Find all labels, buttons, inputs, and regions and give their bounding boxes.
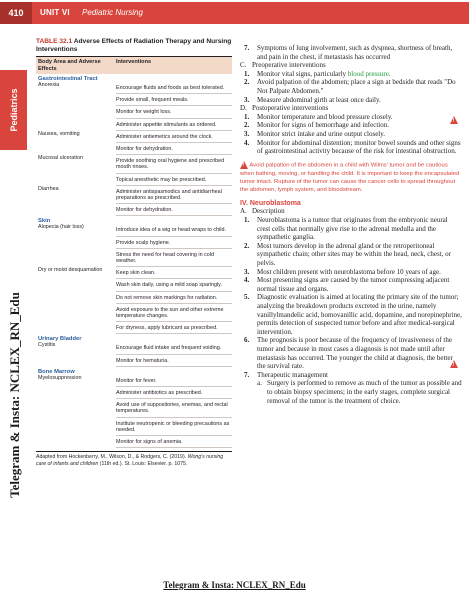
table: [36, 38, 232, 467]
list-item-text: Monitor strict intake and urine output closely.: [257, 129, 386, 138]
table-section-heading: Urinary Bladder: [38, 336, 82, 343]
table-cell-intervention: Monitor for hematuria.: [116, 355, 232, 367]
side-watermark-text: Telegram & Insta: NCLEX_RN_Edu: [7, 292, 22, 498]
list-item-text: The prognosis is poor because of the frequency of invasiveness of the tumor and because in most cases a diagnosis is not made until after metastasis has occurred. The younger the child at diagnosis, the better the survival rate.: [257, 336, 453, 371]
table-cell-intervention: Institute neutropenic or bleeding precautions as needed.: [116, 418, 232, 436]
table-cell-effect: [36, 292, 116, 304]
list-item: [240, 276, 462, 293]
sublist-item: [240, 379, 462, 405]
list-item-text-pre: Monitor vital signs, particularly: [257, 69, 348, 78]
source-part-c: (11th ed.). St. Louis: Elsevier. p. 1075.: [98, 460, 188, 467]
table-cell-effect: [36, 436, 116, 448]
list-item-text: Therapeutic management: [257, 370, 328, 379]
table-row: [36, 82, 232, 94]
list-item-text: [257, 70, 391, 79]
table-cell-intervention: Do not remove skin markings for radiation.: [116, 292, 232, 304]
list-item-text: Avoid palpation of the abdomen; place a sign at bedside that reads "Do Not Palpate Abdomen.": [257, 78, 456, 95]
table-cell-effect: Mucosal ulceration: [38, 155, 83, 162]
table-row: [36, 322, 232, 334]
list-item: [240, 293, 462, 336]
list-item: [240, 216, 462, 242]
table-cell-intervention: Monitor for signs of anemia.: [116, 436, 232, 448]
table-cell-effect: [36, 204, 116, 216]
table-cell-intervention: Monitor for fever.: [116, 375, 232, 387]
list-item-text: Monitor for abdominal distention; monitor bowel sounds and other signs of gastrointestinal activity because of the risk for intestinal obstruction.: [257, 138, 461, 156]
alert-text: Avoid palpation of the abdomen in a child with Wilms' tumor and be cautious when bathing, moving, or handling the child. It is important to keep the encapsulated tumor intact. Rupture of the tumor can cause the cancer cells to spread throughout the abdomen, lymph system, and bloodstream.: [240, 162, 460, 194]
table-row: [36, 119, 232, 131]
table-cell-intervention: Avoid exposure to the sun and other extreme temperature changes.: [116, 304, 232, 322]
page-number: 410: [0, 2, 32, 24]
table-cell-intervention: Avoid use of suppositories, enemas, and rectal temperatures.: [116, 399, 232, 417]
table-cell-intervention: Monitor for dehydration.: [116, 143, 232, 155]
table-row: [36, 279, 232, 291]
table-cell-effect: [36, 355, 116, 367]
table-cell-intervention: Administer antibiotics as prescribed.: [116, 387, 232, 399]
sublist-item-text: Surgery is performed to remove as much of the tumor as possible and to obtain biopsy specimens; in the early stages, complete surgical removal of the tumor is the treatment of choice.: [267, 379, 462, 405]
unit-label: UNIT VI: [40, 8, 70, 17]
section-iv-heading: [240, 200, 462, 207]
section-c-list: [240, 70, 462, 104]
table-title-text: Adverse Effects of Radiation Therapy and Nursing Interventions: [36, 38, 232, 53]
table-cell-effect: [36, 418, 116, 436]
list-item-text: Diagnostic evaluation is aimed at locating the primary site of the tumor; analyzing the breakdown products excreted in the urine, namely vanillylmandelic acid, homovanillic acid, dopamine, and norepinephrine, permits detection of suspected tumor before and after medical-surgical intervention.: [257, 293, 462, 336]
list-item-number: 3.: [244, 267, 250, 276]
table-cell-effect: Nausea, vomiting: [38, 130, 80, 137]
table-row: [36, 387, 232, 399]
section-a-heading: [240, 207, 462, 216]
table-cell-intervention: Administer appetite stimulants as ordered.: [116, 119, 232, 131]
table-cell-effect: Anorexia: [38, 82, 60, 88]
list-item-text: Symptoms of lung involvement, such as dyspnea, shortness of breath, and pain in the chest, if metastasis has occurred: [257, 44, 453, 61]
table-cell-intervention: Provide soothing oral hygiene and prescribed mouth rinses.: [116, 155, 232, 173]
section-d-label: Postoperative interventions: [252, 104, 329, 113]
table-cell-intervention: Administer antispasmodics and antidiarrheal preparations as prescribed.: [116, 186, 232, 204]
side-tab-label: Pediatrics: [8, 88, 19, 132]
table-row: [36, 267, 232, 279]
bottom-watermark: Telegram & Insta: NCLEX_RN_Edu: [163, 580, 306, 590]
list-item-number: 2.: [244, 121, 250, 130]
list-item-number: 7.: [244, 370, 250, 379]
list-item-number: 3.: [244, 129, 250, 138]
source-part-b: Wong's nursing care of infants and children: [36, 454, 224, 467]
table-row: [36, 355, 232, 367]
table-section-heading: Skin: [38, 218, 51, 225]
list-item-text: Monitor for signs of hemorrhage and infection.: [257, 121, 389, 130]
list-item-number: 1.: [244, 112, 250, 121]
list-item-text: Neuroblastoma is a tumor that originates from the embryonic neural crest cells that normally give rise to the adrenal medulla and the sympathetic ganglia.: [257, 216, 448, 242]
table-row: [36, 375, 232, 387]
list-item-text: Most presenting signs are caused by the tumor compressing adjacent normal tissue and organs.: [257, 276, 450, 293]
section-a-list: [240, 216, 462, 379]
list-item-number: 1.: [244, 216, 250, 225]
table-cell-effect: [36, 94, 116, 106]
table-cell-effect: Dry or moist desquamation: [38, 267, 103, 274]
table-cell-effect: Diarrhea: [38, 185, 59, 192]
table-cell-effect: [36, 249, 116, 267]
list-item: [240, 336, 462, 370]
table-cell-intervention: Monitor for weight loss.: [116, 106, 232, 118]
list-item: [240, 130, 462, 139]
list-item-text: Measure abdominal girth at least once daily.: [257, 95, 381, 104]
section-c-label: Preoperative interventions: [252, 61, 326, 70]
continued-list: [240, 44, 462, 61]
side-watermark: [3, 195, 27, 595]
table-row: [36, 94, 232, 106]
table-row: [36, 418, 232, 436]
table-cell-intervention: Wash skin daily, using a mild soap sparingly.: [116, 279, 232, 291]
table-row: [36, 237, 232, 249]
page-header: [0, 0, 469, 28]
table-row: [36, 174, 232, 186]
list-item: [240, 268, 462, 277]
table-section-heading: Gastrointestinal Tract: [38, 76, 98, 82]
table-section-heading: Bone Marrow: [38, 368, 75, 375]
side-tab: [0, 70, 27, 150]
table-cell-effect: Alopecia (hair loss): [38, 224, 84, 231]
table-cell-intervention: Provide scalp hygiene.: [116, 237, 232, 249]
table-cell-effect: [36, 143, 116, 155]
list-item: [240, 139, 462, 156]
table-row: [36, 204, 232, 216]
table-cell-effect: [36, 304, 116, 322]
section-d-list: [240, 113, 462, 156]
table-cell-intervention: Administer antiemetics around the clock.: [116, 131, 232, 143]
section-iv-label: Neuroblastoma: [249, 200, 301, 208]
table-cell-effect: Cystitis: [38, 342, 56, 349]
list-item-number: 4.: [244, 138, 250, 147]
list-item-number: 2.: [244, 78, 250, 87]
right-column: [240, 44, 462, 405]
table-cell-intervention: Encourage fluid intake and frequent voiding.: [116, 342, 232, 354]
table-cell-effect: [36, 106, 116, 118]
table-cell-effect: [36, 237, 116, 249]
source-part-a: Adapted from Hockenberry, M., Wilson, D., & Rodgers, C. (2019).: [36, 454, 188, 461]
table-cell-intervention: Encourage fluids and foods as best tolerated.: [116, 82, 232, 94]
section-d-heading: [240, 104, 462, 113]
warning-icon: [240, 161, 248, 169]
list-item: [240, 371, 462, 380]
list-item: [240, 70, 462, 79]
table-cell-intervention: Introduce idea of a wig or head wraps to child.: [116, 224, 232, 236]
table-col1-header: Body Area and Adverse Effects: [38, 59, 101, 72]
list-item-number: 3.: [244, 95, 250, 104]
table-row: [36, 224, 232, 236]
warning-icon: [450, 360, 458, 368]
list-item-number: 2.: [244, 241, 250, 250]
section-iv-numeral: IV.: [240, 200, 248, 208]
table-row: [36, 131, 232, 143]
table-row: [36, 249, 232, 267]
table-row: [36, 399, 232, 417]
table-cell-intervention: Keep skin clean.: [116, 267, 232, 279]
table-row: [36, 436, 232, 448]
list-item: [240, 78, 462, 95]
table-row: [36, 186, 232, 204]
warning-icon: [450, 116, 458, 124]
list-item: [240, 44, 462, 61]
list-item-text: Monitor temperature and blood pressure closely.: [257, 112, 393, 121]
table-cell-effect: [36, 399, 116, 417]
list-item: [240, 96, 462, 105]
table-number: TABLE 32.1: [36, 38, 73, 45]
table-cell-intervention: Stress the need for head covering in cold weather.: [116, 249, 232, 267]
table-cell-effect: [36, 279, 116, 291]
table-row: [36, 342, 232, 354]
table-cell-effect: [36, 387, 116, 399]
unit-subtitle: Pediatric Nursing: [82, 8, 143, 17]
table-source: [36, 451, 232, 467]
list-item-text: Most children present with neuroblastoma before 10 years of age.: [257, 267, 441, 276]
list-item-number: 7.: [244, 44, 250, 52]
section-c-heading: [240, 61, 462, 70]
table-cell-effect: [36, 322, 116, 334]
section-c-letter: C.: [240, 61, 247, 70]
table-row: [36, 292, 232, 304]
alert-box: [240, 161, 462, 195]
table-body: [36, 74, 232, 448]
section-a-sublist: [240, 379, 462, 405]
table-cell-effect: [36, 174, 116, 186]
table-col2-header: Interventions: [116, 59, 152, 65]
table-title: [36, 38, 232, 57]
list-item-text: Most tumors develop in the adrenal gland or the retroperitoneal sympathetic chain; other sites may be within the head, neck, chest, or pelvis.: [257, 241, 451, 268]
list-item-number: 1.: [244, 69, 250, 78]
table-row: [36, 155, 232, 173]
table-row: [36, 106, 232, 118]
table-cell-effect: [36, 119, 116, 131]
section-a-label: Description: [252, 207, 285, 216]
section-d-letter: D.: [240, 104, 247, 113]
list-item-number: 4.: [244, 276, 250, 285]
sublist-item-letter: a.: [257, 379, 262, 388]
table-header: [36, 57, 232, 74]
table-cell-effect: Myelosuppression: [38, 374, 82, 381]
list-item: [240, 121, 462, 130]
list-item: [240, 113, 462, 122]
header-bar: [0, 2, 469, 24]
table-row: [36, 143, 232, 155]
table-cell-intervention: Provide small, frequent meals.: [116, 94, 232, 106]
highlight-text: blood pressure: [347, 69, 389, 78]
table-cell-intervention: Topical anesthetic may be prescribed.: [116, 174, 232, 186]
list-item-text-post: .: [388, 69, 391, 78]
list-item: [240, 242, 462, 268]
table-row: [36, 304, 232, 322]
list-item-number: 5.: [244, 293, 250, 302]
table-cell-intervention: For dryness, apply lubricant as prescribed.: [116, 322, 232, 334]
list-item-number: 6.: [244, 336, 250, 345]
section-a-letter: A.: [240, 207, 247, 216]
table-cell-intervention: Monitor for dehydration.: [116, 204, 232, 216]
